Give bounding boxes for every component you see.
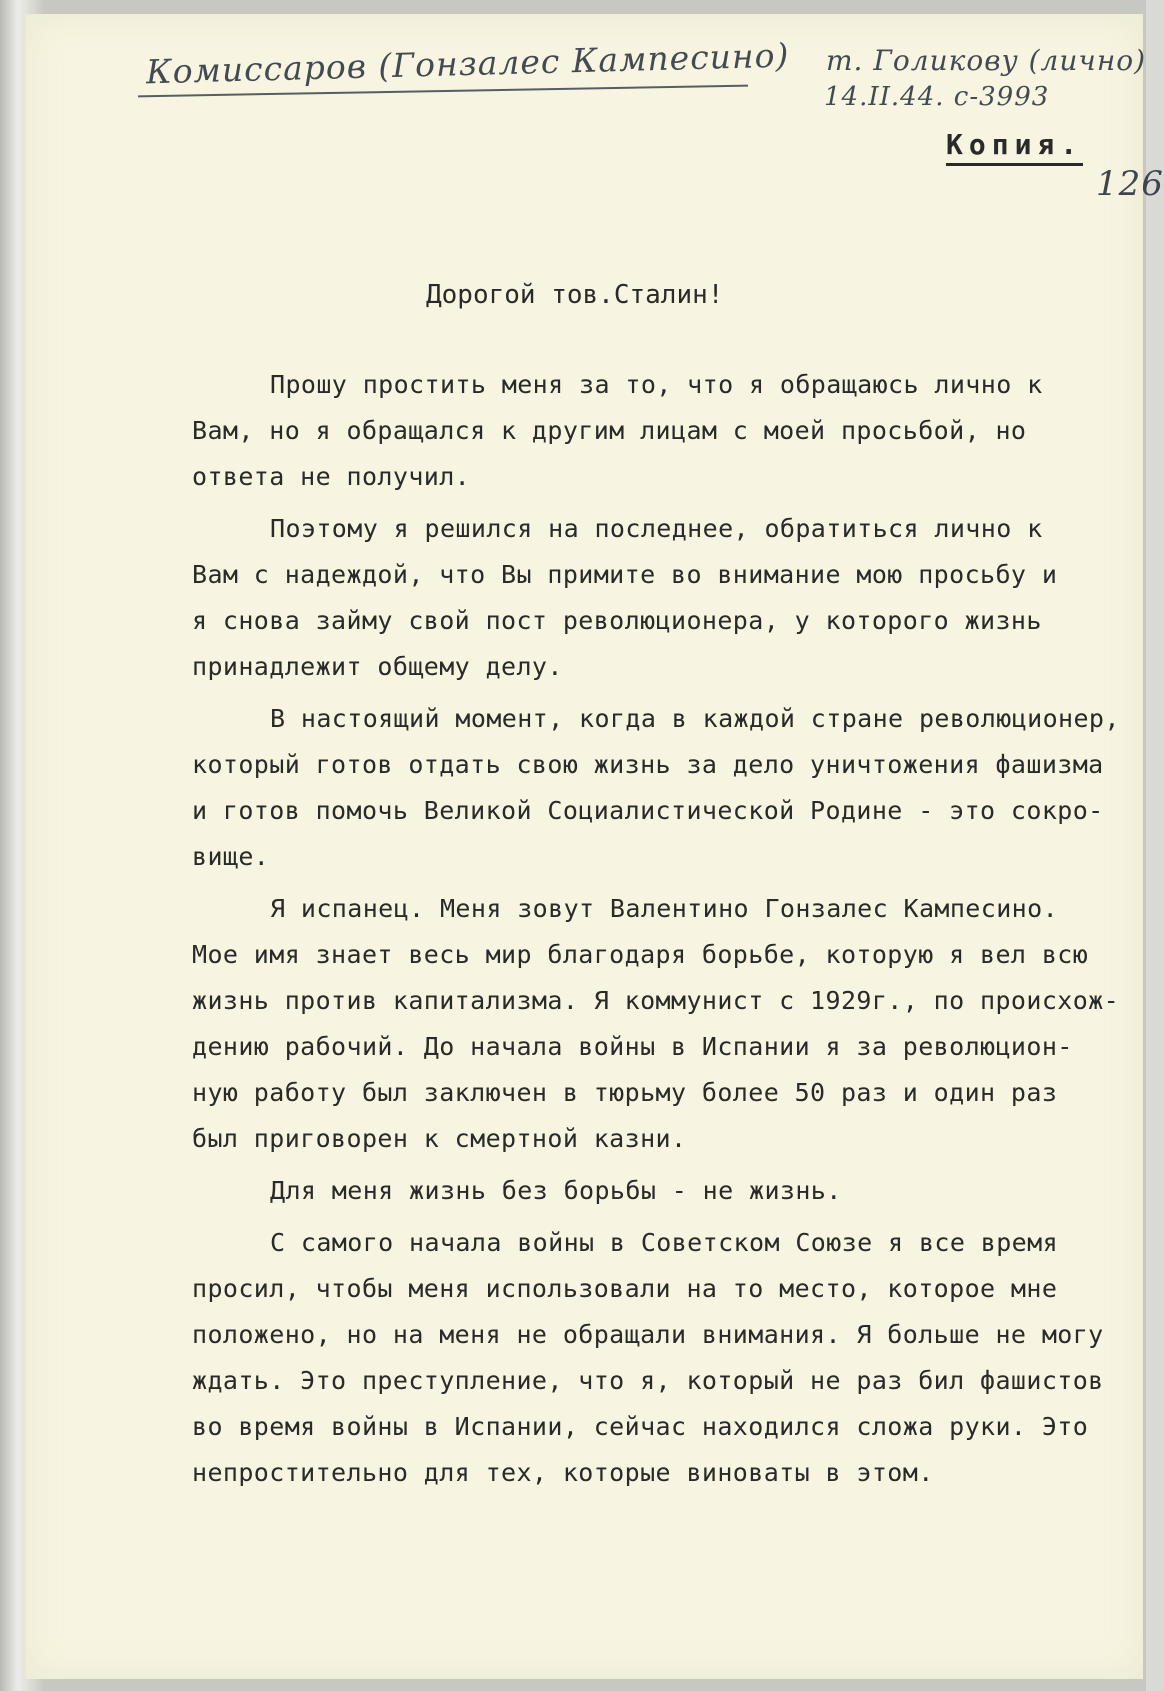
body-line: и готов помочь Великой Социалистической Родине - это сокро-	[192, 796, 1104, 825]
body-line: С самого начала войны в Советском Союзе я все время	[270, 1228, 1059, 1257]
handwritten-note-name: Комиссаров (Гонзалес Кампесино)	[145, 35, 790, 92]
body-line: жизнь против капитализма. Я коммунист с 1929г., по происхож-	[192, 986, 1120, 1015]
salutation: Дорогой тов.Сталин!	[426, 280, 724, 310]
page-number: 126	[1096, 164, 1164, 204]
body-line: ответа не получил.	[192, 462, 471, 491]
body-line: положено, но на меня не обращали внимания. Я больше не могу	[192, 1320, 1104, 1349]
body-line: Для меня жизнь без борьбы - не жизнь.	[270, 1176, 842, 1205]
body-line: ную работу был заключен в тюрьму более 50 раз и один раз	[192, 1078, 1058, 1107]
handwritten-note-recipient: т. Голикову (лично)	[826, 44, 1147, 77]
body-line: просил, чтобы меня использовали на то место, которое мне	[192, 1274, 1058, 1303]
body-line: дению рабочий. До начала войны в Испании я за революцион-	[192, 1032, 1073, 1061]
copy-label: Копия.	[946, 128, 1083, 166]
body-line: во время войны в Испании, сейчас находился сложа руки. Это	[192, 1412, 1089, 1441]
body-line: В настоящий момент, когда в каждой стране революционер,	[270, 704, 1120, 733]
body-line: Вам с надеждой, что Вы примите во внимание мою просьбу и	[192, 560, 1058, 589]
body-line: я снова займу свой пост революционера, у которого жизнь	[192, 606, 1042, 635]
body-line: Поэтому я решился на последнее, обратиться лично к	[270, 514, 1043, 543]
body-line: который готов отдать свою жизнь за дело уничтожения фашизма	[192, 750, 1104, 779]
body-line: был приговорен к смертной казни.	[192, 1124, 687, 1153]
body-line: Прошу простить меня за то, что я обращаюсь лично к	[270, 370, 1043, 399]
body-line: ждать. Это преступление, что я, который не раз бил фашистов	[192, 1366, 1104, 1395]
body-line: Вам, но я обращался к другим лицам с моей просьбой, но	[192, 416, 1027, 445]
body-line: вище.	[192, 842, 270, 871]
body-line: Мое имя знает весь мир благодаря борьбе, которую я вел всю	[192, 940, 1089, 969]
body-line: непростительно для тех, которые виноваты в этом.	[192, 1458, 934, 1487]
body-line: принадлежит общему делу.	[192, 652, 563, 681]
document-page	[24, 14, 1164, 1679]
body-line: Я испанец. Меня зовут Валентино Гонзалес Кампесино.	[270, 894, 1059, 923]
handwritten-note-date: 14.II.44. с-3993	[824, 82, 1050, 112]
